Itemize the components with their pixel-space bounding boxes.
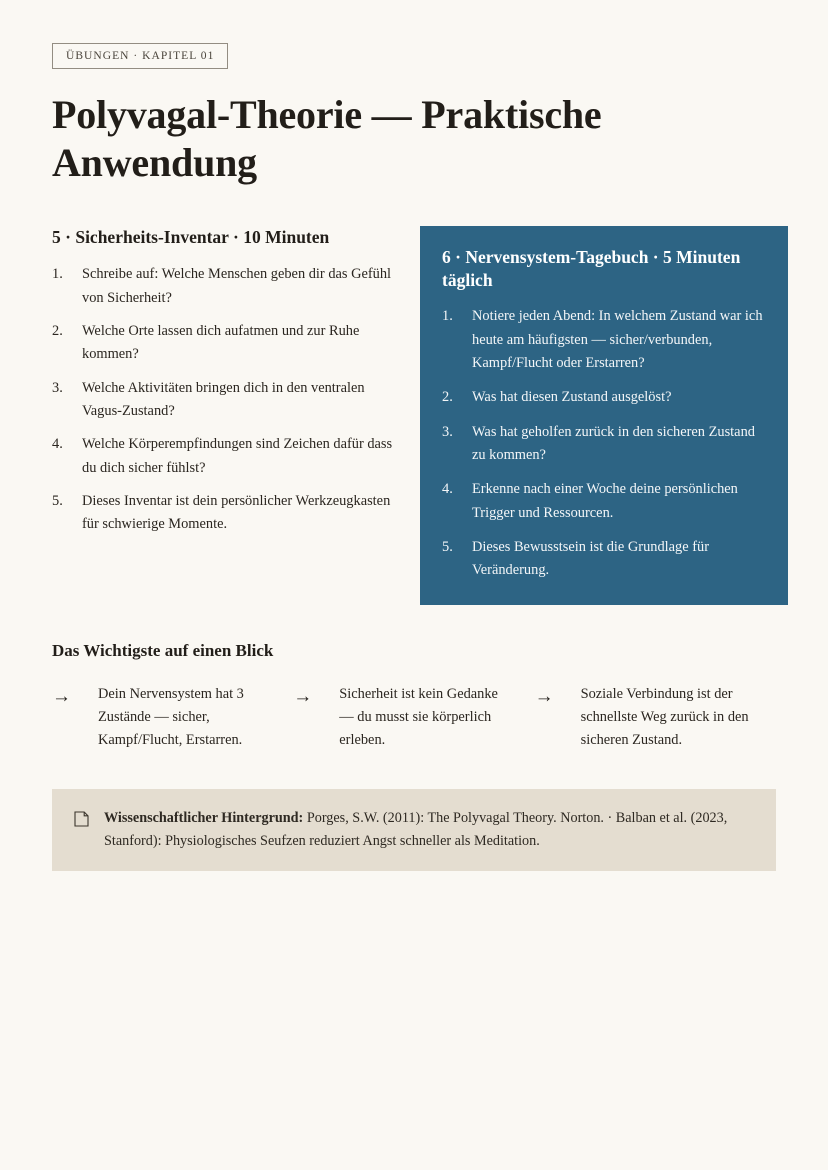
takeaway-text: Sicherheit ist kein Gedanke — du musst sie körperlich erleben.: [339, 685, 498, 749]
exercise-card-nervous-system-journal: [420, 226, 788, 604]
page-title: Polyvagal-Theorie — Praktische Anwendung: [52, 91, 602, 186]
takeaway-item: [293, 683, 534, 753]
takeaways-row: [52, 683, 776, 753]
takeaway-text: Soziale Verbindung ist der schnellste Weg zurück in den sicheren Zustand.: [580, 685, 749, 749]
steps-list-left: [52, 263, 397, 536]
arrow-right-icon: →: [52, 685, 71, 707]
list-item: Was hat diesen Zustand ausgelöst?: [472, 389, 672, 406]
exercise-card-safety-inventory: [52, 226, 407, 546]
list-item: Dieses Inventar ist dein persönlicher Werkzeugkasten für schwierige Momente.: [82, 492, 391, 533]
takeaway-item: [52, 683, 293, 753]
list-item: Welche Aktivitäten bringen dich in den ventralen Vagus-Zustand?: [82, 379, 365, 419]
footnote-text: [104, 807, 752, 853]
steps-list-right: [442, 305, 766, 582]
list-item: Notiere jeden Abend: In welchem Zustand war ich heute am häufigsten — sicher/verbunden, Kampf/Flucht oder Erstarren?: [472, 308, 763, 372]
scientific-background-note: [52, 789, 776, 871]
section-heading-left: 5 · Sicherheits-Inventar · 10 Minuten: [52, 227, 330, 248]
chapter-badge: ÜBUNGEN · KAPITEL 01: [52, 43, 228, 69]
takeaways-heading: Das Wichtigste auf einen Blick: [52, 640, 274, 660]
arrow-right-icon: →: [534, 685, 554, 707]
list-item: Was hat geholfen zurück in den sicheren Zustand zu kommen?: [472, 423, 755, 464]
section-heading-right: 6 · Nervensystem-Tagebuch · 5 Minuten täglich: [442, 247, 741, 291]
takeaway-item: [535, 683, 776, 753]
key-takeaways-section: [52, 641, 776, 753]
exercise-columns: [52, 226, 776, 604]
arrow-right-icon: →: [293, 685, 313, 707]
list-item: Welche Orte lassen dich aufatmen und zur Ruhe kommen?: [82, 322, 360, 363]
list-item: Schreibe auf: Welche Menschen geben dir das Gefühl von Sicherheit?: [82, 266, 392, 306]
footnote-body: Porges, S.W. (2011): The Polyvagal Theory. Norton. · Balban et al. (2023, Stanford): Physiologisches Seufzen reduziert Angst schneller als Meditation.: [104, 809, 728, 849]
takeaway-text: Dein Nervensystem hat 3 Zustände — sicher, Kampf/Flucht, Erstarren.: [98, 685, 244, 749]
badge-row: [52, 0, 776, 69]
list-item: Welche Körperempfindungen sind Zeichen dafür dass du dich sicher fühlst?: [82, 436, 393, 476]
note-icon: [74, 811, 90, 832]
list-item: Erkenne nach einer Woche deine persönlichen Trigger und Ressourcen.: [472, 481, 738, 521]
list-item: Dieses Bewusstsein ist die Grundlage für Veränderung.: [472, 539, 710, 579]
footnote-label: Wissenschaftlicher Hintergrund:: [104, 809, 304, 826]
